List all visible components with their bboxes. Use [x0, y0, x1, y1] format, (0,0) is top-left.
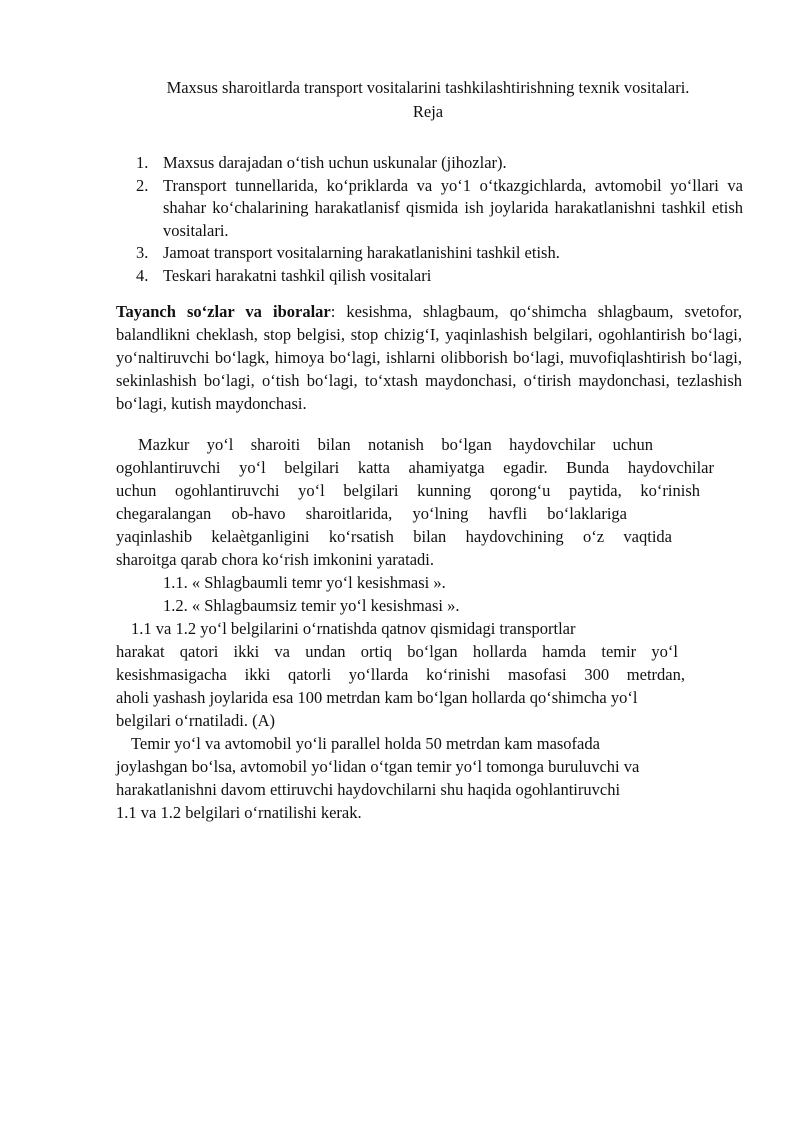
plan-item	[136, 265, 743, 288]
body-line: Temir yo‘l va avtomobil yo‘li parallel holda 50 metrdan kam masofada	[131, 734, 600, 753]
body-line: belgilari o‘rnatiladi. (A)	[116, 711, 275, 730]
plan-item-text: Maxsus darajadan o‘tish uchun uskunalar (jihozlar).	[163, 153, 507, 172]
body-line: chegaralangan ob-havo sharoitlarida, yo‘lning havfli bo‘laklariga	[116, 504, 627, 523]
body-line: ogohlantiruvchi yo‘l belgilari katta ahamiyatga egadir. Bunda haydovchilar	[116, 458, 714, 477]
body-line: joylashgan bo‘lsa, avtomobil yo‘lidan o‘tgan temir yo‘l tomonga buruluvchi va	[116, 757, 640, 776]
sign-item: 1.2. « Shlagbaumsiz temir yo‘l kesishmasi ».	[163, 596, 460, 615]
keywords-label: Tayanch so‘zlar va iboralar	[116, 302, 331, 321]
plan-list	[136, 152, 743, 287]
body-line: kesishmasigacha ikki qatorli yo‘llarda ko‘rinishi masofasi 300 metrdan,	[116, 665, 685, 684]
plan-item	[136, 242, 743, 265]
plan-item-text: Teskari harakatni tashkil qilish vositalari	[163, 265, 432, 285]
plan-item-text: Jamoat transport vositalarning harakatlanishini tashkil etish.	[163, 243, 560, 262]
body-line: harakatlanishni davom ettiruvchi haydovchilarni shu haqida ogohlantiruvchi	[116, 780, 621, 799]
plan-item-number: 2.	[136, 175, 149, 195]
plan-item	[136, 175, 743, 243]
body-line: yaqinlashib kelaètganligini ko‘rsatish bilan haydovchining o‘z vaqtida	[116, 527, 672, 546]
body-line: aholi yashash joylarida esa 100 metrdan kam bo‘lgan hollarda qo‘shimcha yo‘l	[116, 688, 638, 707]
body-line: harakat qatori ikki va undan ortiq bo‘lgan hollarda hamda temir yo‘l	[116, 642, 678, 661]
document-subtitle: Reja	[412, 102, 444, 121]
plan-item-number: 3.	[136, 243, 149, 262]
body-line: Mazkur yo‘l sharoiti bilan notanish bo‘lgan haydovchilar uchun	[138, 435, 653, 454]
body-line: sharoitga qarab chora ko‘rish imkonini yaratadi.	[116, 550, 434, 569]
body-line: 1.1 va 1.2 belgilari o‘rnatilishi kerak.	[116, 803, 362, 822]
keywords-text: : kesishma, shlagbaum, qo‘shimcha shlagbaum, svetofor, balandlikni cheklash, stop belgisi, stop chizig‘I, yaqinlashish belgilari, ogohlantirish bo‘lagi, yo‘naltiruvchi bo‘lagk, himoya bo‘lagi, ishlarni olibborish bo‘lagi, muvofiqlashtirish bo‘lagi, sekinlashish bo‘lagi, o‘tish bo‘lagi, to‘xtash maydonchasi, o‘tirish maydonchasi, tezlashish bo‘lagi, kutish maydonchasi.	[116, 302, 742, 413]
body-line: 1.1 va 1.2 yo‘l belgilarini o‘rnatishda qatnov qismidagi transportlar	[131, 619, 576, 638]
plan-item-text: Transport tunnellarida, ko‘priklarda va yo‘1 o‘tkazgichlarda, avtomobil yo‘llari va shahar ko‘chalarining harakatlanisf qismida ish joylarida harakatlanishni tashkil etish vositalari.	[163, 175, 743, 240]
plan-item-number: 1.	[136, 153, 149, 172]
plan-item	[136, 152, 743, 175]
keywords-paragraph	[116, 300, 742, 415]
plan-item-number: 4.	[136, 265, 149, 285]
sign-item: 1.1. « Shlagbaumli temr yo‘l kesishmasi ».	[163, 573, 446, 592]
document-title: Maxsus sharoitlarda transport vositalarini tashkilashtirishning texnik vositalari.	[166, 78, 690, 97]
body-line: uchun ogohlantiruvchi yo‘l belgilari kunning qorong‘u paytida, ko‘rinish	[116, 481, 700, 500]
